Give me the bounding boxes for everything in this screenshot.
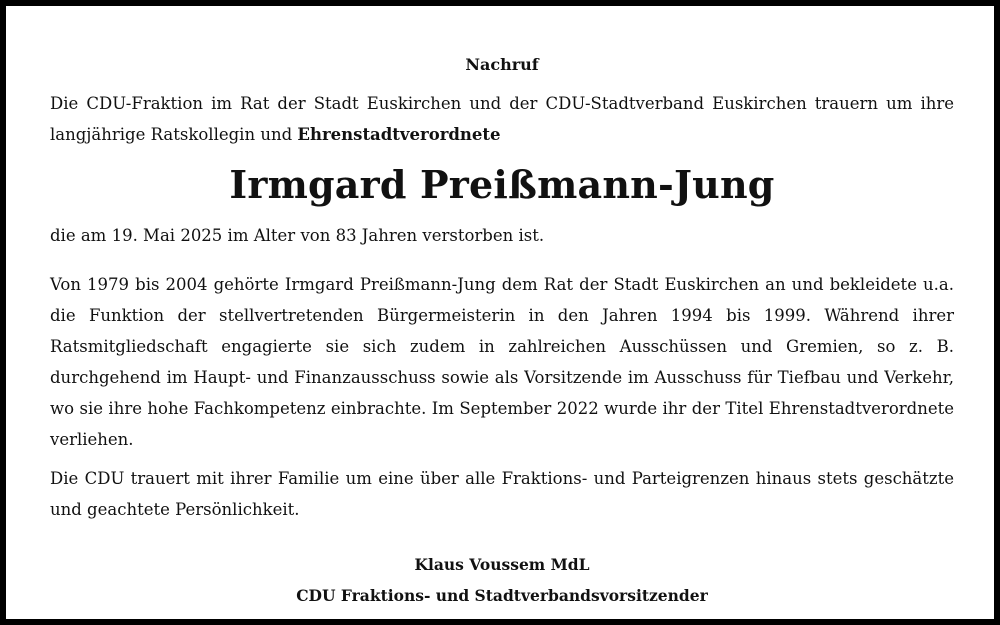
intro-text: Die CDU-Fraktion im Rat der Stadt Euskirchen und der CDU-Stadtverband Euskirchen trauern um ihre langjährige Ratskollegin und [50, 94, 954, 144]
signatory-title: CDU Fraktions- und Stadtverbandsvorsitzender [296, 586, 708, 605]
signatory-name: Klaus Voussem MdL [414, 555, 590, 574]
intro-paragraph [50, 88, 954, 150]
obituary-content [50, 52, 954, 611]
biography-paragraph: Von 1979 bis 2004 gehörte Irmgard Preißmann-Jung dem Rat der Stadt Euskirchen an und bekleidete u.a. die Funktion der stellvertretenden Bürgermeisterin in den Jahren 1994 bis 1999. Während ihrer Ratsmitgliedschaft engagierte sie sich zudem in zahlreichen Ausschüssen und Gremien, so z. B. durchgehend im Haupt- und Finanzausschuss sowie als Vorsitzende im Ausschuss für Tiefbau und Verkehr, wo sie ihre hohe Fachkompetenz einbrachte. Im September 2022 wurde ihr der Titel Ehrenstadtverordnete verliehen. [50, 275, 954, 449]
intro-bold-title: Ehrenstadtverordnete [297, 125, 501, 144]
notice-heading: Nachruf [465, 55, 539, 74]
deceased-name: Irmgard Preißmann-Jung [229, 162, 775, 207]
death-line: die am 19. Mai 2025 im Alter von 83 Jahren verstorben ist. [50, 226, 545, 245]
condolence-paragraph: Die CDU trauert mit ihrer Familie um eine über alle Fraktions- und Parteigrenzen hinaus stets geschätzte und geachtete Persönlichkeit. [50, 469, 954, 519]
